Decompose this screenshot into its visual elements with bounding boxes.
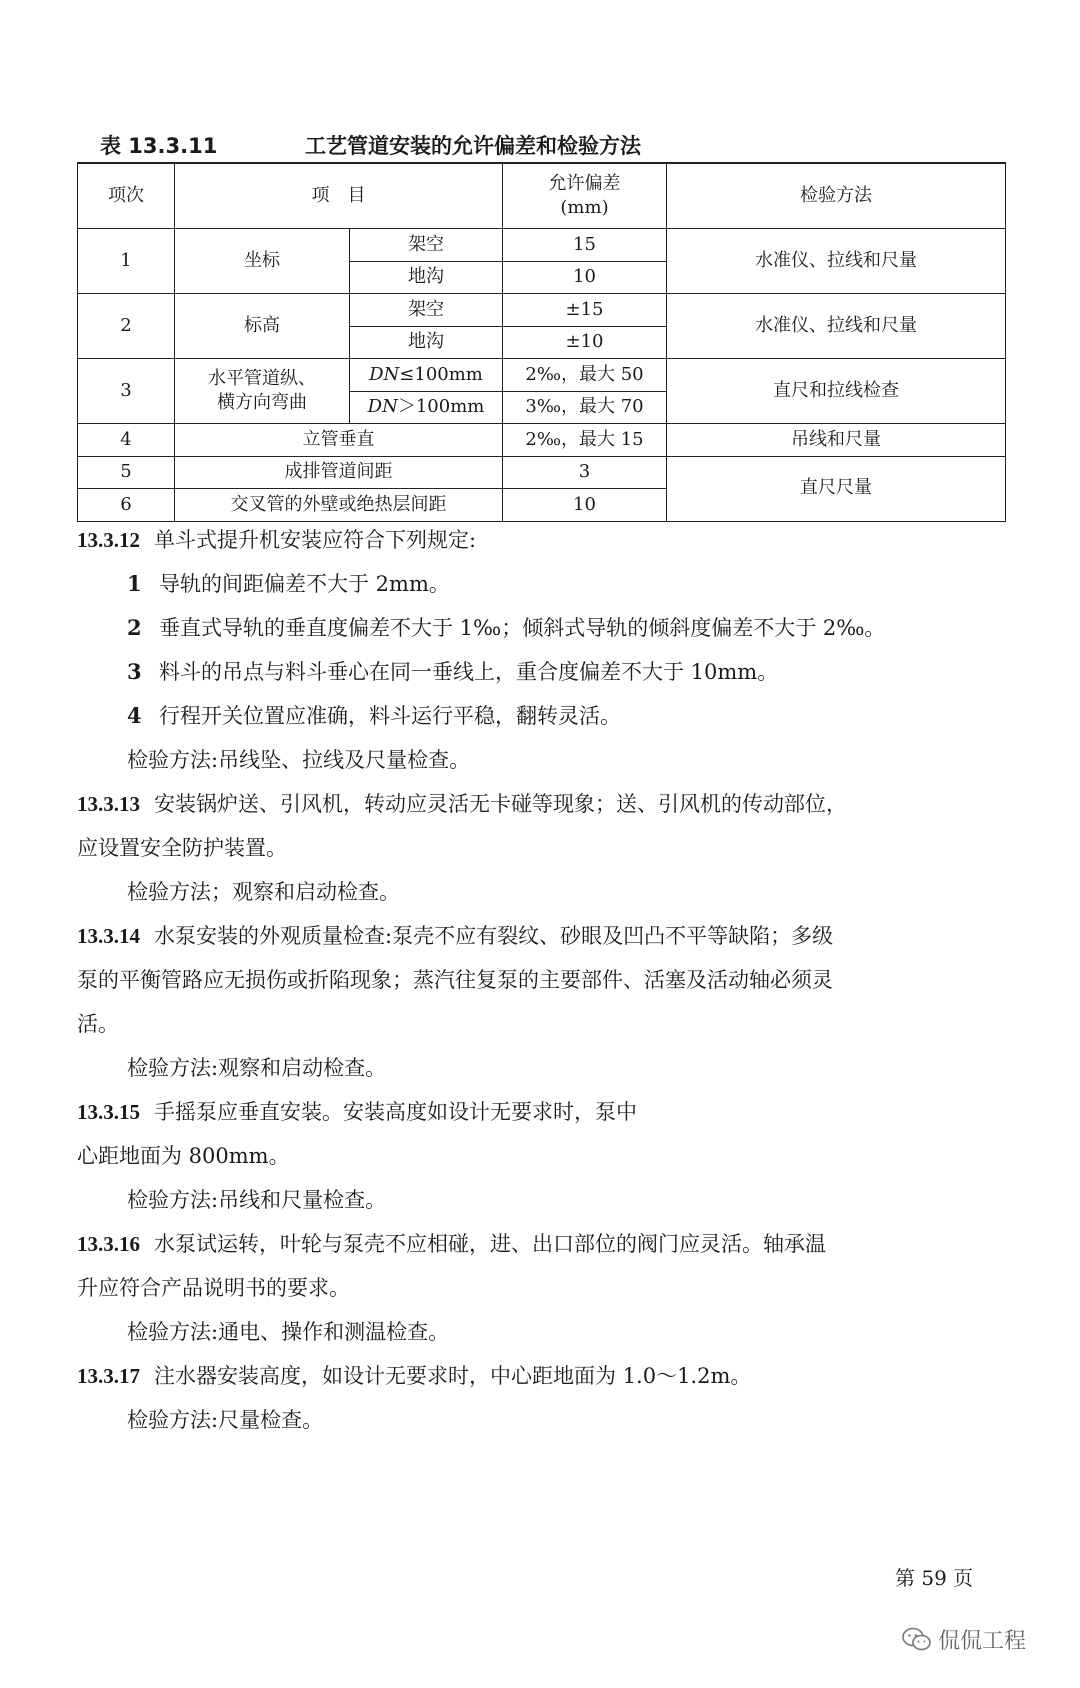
inspection-method: 检验方法；观察和启动检查。 bbox=[127, 880, 400, 904]
header-index: 项次 bbox=[78, 163, 175, 229]
row-subitem: 架空 bbox=[350, 294, 503, 327]
row-value: 3‰，最大 70 bbox=[503, 391, 667, 424]
table-number: 表 13.3.11 bbox=[100, 134, 218, 158]
list-item-number: 4 bbox=[127, 703, 142, 728]
body-text bbox=[77, 518, 1007, 1442]
row-index: 3 bbox=[78, 359, 175, 424]
tolerance-table bbox=[77, 162, 1006, 522]
list-item-number: 1 bbox=[127, 571, 142, 596]
header-tolerance-unit: (mm) bbox=[560, 197, 609, 218]
inspection-method: 检验方法:吊线和尺量检查。 bbox=[127, 1188, 387, 1212]
row-subitem: 架空 bbox=[350, 229, 503, 262]
header-tolerance-label: 允许偏差 bbox=[548, 172, 621, 194]
table-row bbox=[78, 456, 1006, 489]
dn-condition: ≤100mm bbox=[399, 363, 483, 385]
row-method: 吊线和尺量 bbox=[667, 424, 1006, 457]
row-index: 4 bbox=[78, 424, 175, 457]
row-value: 3 bbox=[503, 456, 667, 489]
clause-text: 水泵试运转，叶轮与泵壳不应相碰，进、出口部位的阀门应灵活。轴承温 bbox=[154, 1232, 826, 1256]
clause-text: 水泵安装的外观质量检查:泵壳不应有裂纹、砂眼及凹凸不平等缺陷；多级 bbox=[154, 924, 834, 948]
row-index: 2 bbox=[78, 294, 175, 359]
clause-text: 手摇泵应垂直安装。安装高度如设计无要求时，泵中 bbox=[154, 1100, 637, 1124]
clause-13-3-14 bbox=[77, 914, 1007, 958]
inspection-method: 检验方法:观察和启动检查。 bbox=[127, 1056, 387, 1080]
row-value: 2‰，最大 15 bbox=[503, 424, 667, 457]
list-item bbox=[77, 650, 1007, 694]
row-item: 坐标 bbox=[175, 229, 350, 294]
row-index: 5 bbox=[78, 456, 175, 489]
row-method: 水准仪、拉线和尺量 bbox=[667, 229, 1006, 294]
clause-number: 13.3.16 bbox=[77, 1232, 140, 1256]
table-caption bbox=[100, 130, 641, 160]
clause-text-continued: 升应符合产品说明书的要求。 bbox=[77, 1276, 350, 1300]
list-item bbox=[77, 694, 1007, 738]
clause-number: 13.3.13 bbox=[77, 792, 140, 816]
table-title: 工艺管道安装的允许偏差和检验方法 bbox=[305, 134, 641, 158]
row-item-line: 水平管道纵、 bbox=[208, 367, 316, 389]
inspection-method: 检验方法:吊线坠、拉线及尺量检查。 bbox=[127, 748, 471, 772]
row-value: 2‰，最大 50 bbox=[503, 359, 667, 392]
row-item-line: 横方向弯曲 bbox=[217, 392, 307, 413]
row-index: 6 bbox=[78, 489, 175, 522]
list-item-number: 2 bbox=[127, 615, 142, 640]
row-index: 1 bbox=[78, 229, 175, 294]
list-item bbox=[77, 606, 1007, 650]
row-value: 15 bbox=[503, 229, 667, 262]
clause-text-continued: 泵的平衡管路应无损伤或折陷现象；蒸汽往复泵的主要部件、活塞及活动轴必须灵 bbox=[77, 968, 833, 992]
inspection-method: 检验方法:通电、操作和测温检查。 bbox=[127, 1320, 450, 1344]
row-method: 水准仪、拉线和尺量 bbox=[667, 294, 1006, 359]
row-value: 10 bbox=[503, 261, 667, 294]
row-value: ±10 bbox=[503, 326, 667, 359]
table-row bbox=[78, 424, 1006, 457]
clause-13-3-17 bbox=[77, 1354, 1007, 1398]
clause-text: 单斗式提升机安装应符合下列规定: bbox=[154, 528, 477, 552]
row-item: 标高 bbox=[175, 294, 350, 359]
row-subitem bbox=[350, 359, 503, 392]
clause-13-3-16 bbox=[77, 1222, 1007, 1266]
dn-label: DN bbox=[367, 396, 398, 418]
row-subitem bbox=[350, 391, 503, 424]
clause-13-3-15 bbox=[77, 1090, 1007, 1134]
clause-text-continued: 应设置安全防护装置。 bbox=[77, 836, 287, 860]
list-item-number: 3 bbox=[127, 659, 142, 684]
header-item: 项 目 bbox=[175, 163, 503, 229]
list-item-text: 料斗的吊点与料斗垂心在同一垂线上，重合度偏差不大于 10mm。 bbox=[159, 660, 779, 684]
row-item bbox=[175, 359, 350, 424]
watermark-text: 侃侃工程 bbox=[938, 1629, 1027, 1654]
wechat-icon bbox=[902, 1627, 932, 1653]
clause-13-3-12 bbox=[77, 518, 1007, 562]
dn-label: DN bbox=[369, 363, 400, 385]
table-row bbox=[78, 229, 1006, 262]
row-subitem: 地沟 bbox=[350, 326, 503, 359]
header-tolerance bbox=[503, 163, 667, 229]
table-row bbox=[78, 359, 1006, 392]
header-method: 检验方法 bbox=[667, 163, 1006, 229]
row-item: 成排管道间距 bbox=[175, 456, 503, 489]
inspection-method: 检验方法:尺量检查。 bbox=[127, 1408, 324, 1432]
clause-13-3-13 bbox=[77, 782, 1007, 826]
row-method: 直尺尺量 bbox=[667, 456, 1006, 521]
clause-number: 13.3.15 bbox=[77, 1100, 140, 1124]
row-item: 立管垂直 bbox=[175, 424, 503, 457]
row-item: 交叉管的外壁或绝热层间距 bbox=[175, 489, 503, 522]
clause-number: 13.3.17 bbox=[77, 1364, 140, 1388]
clause-text: 安装锅炉送、引风机，转动应灵活无卡碰等现象；送、引风机的传动部位， bbox=[154, 792, 847, 816]
list-item-text: 行程开关位置应准确，料斗运行平稳，翻转灵活。 bbox=[159, 704, 621, 728]
clause-text: 注水器安装高度，如设计无要求时，中心距地面为 1.0～1.2m。 bbox=[154, 1364, 752, 1388]
watermark bbox=[902, 1624, 1026, 1655]
table-header-row bbox=[78, 163, 1006, 229]
row-method: 直尺和拉线检查 bbox=[667, 359, 1006, 424]
dn-condition: ＞100mm bbox=[397, 396, 485, 418]
clause-text-continued: 心距地面为 800mm。 bbox=[77, 1144, 290, 1168]
row-value: ±15 bbox=[503, 294, 667, 327]
list-item-text: 垂直式导轨的垂直度偏差不大于 1‰；倾斜式导轨的倾斜度偏差不大于 2‰。 bbox=[159, 616, 886, 640]
list-item bbox=[77, 562, 1007, 606]
row-subitem: 地沟 bbox=[350, 261, 503, 294]
clause-number: 13.3.12 bbox=[77, 528, 140, 552]
list-item-text: 导轨的间距偏差不大于 2mm。 bbox=[159, 572, 450, 596]
page-number: 第 59 页 bbox=[895, 1566, 974, 1590]
clause-text-continued: 活。 bbox=[77, 1012, 119, 1036]
table-row bbox=[78, 294, 1006, 327]
row-value: 10 bbox=[503, 489, 667, 522]
clause-number: 13.3.14 bbox=[77, 924, 140, 948]
